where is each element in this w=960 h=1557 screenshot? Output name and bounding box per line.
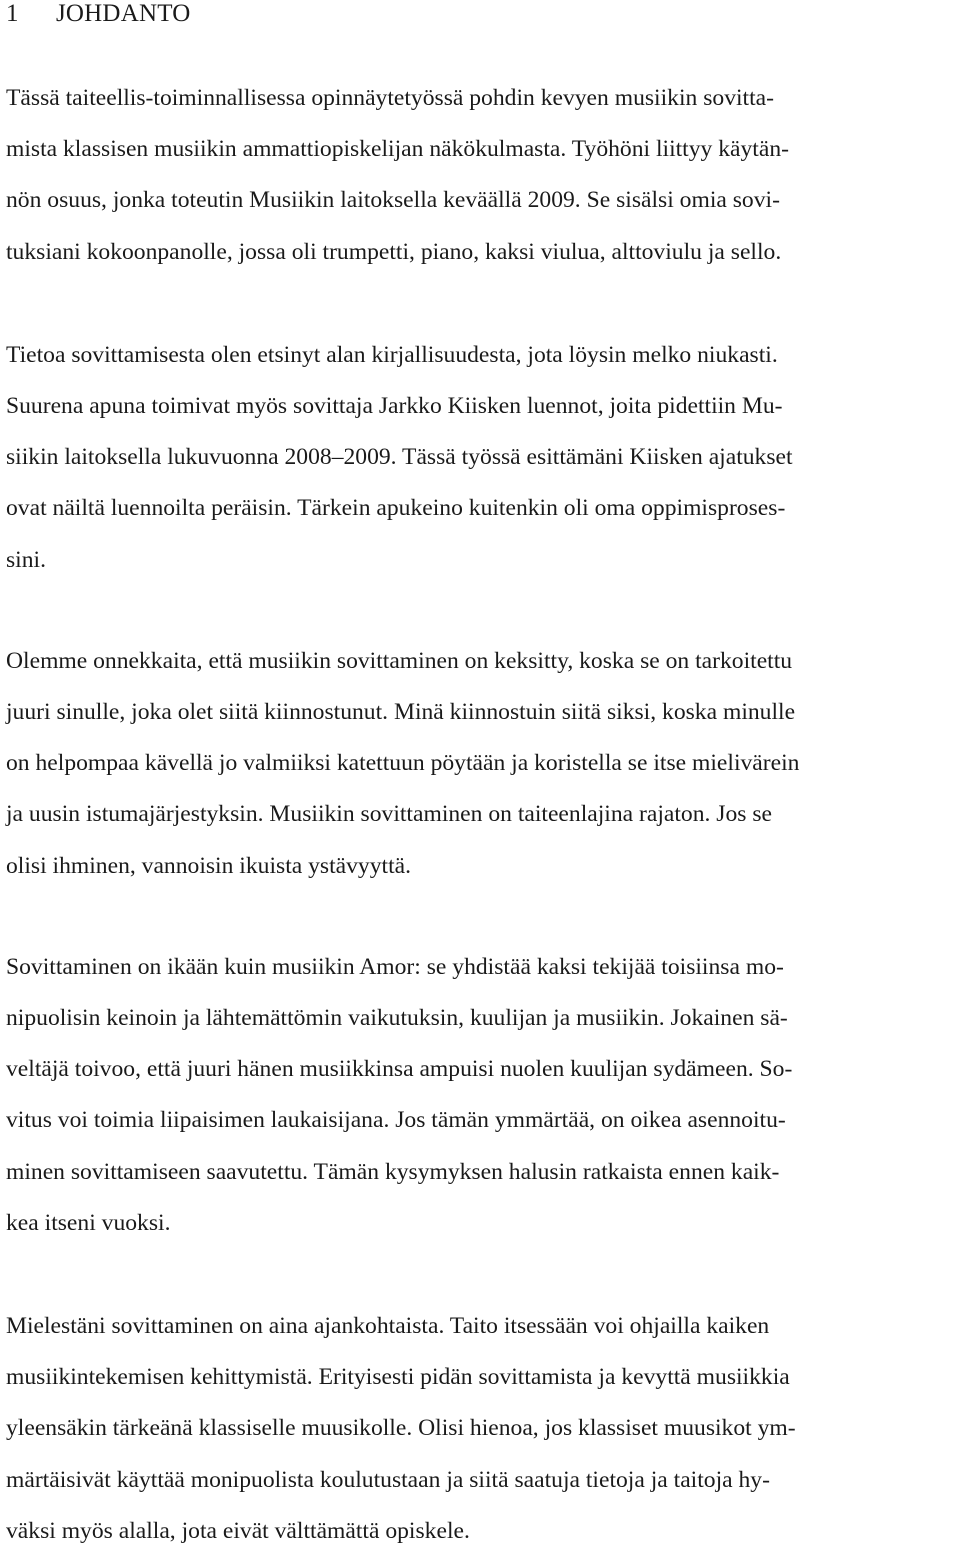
text-line: ovat näiltä luennoilta peräisin. Tärkein apukeino kuitenkin oli oma oppimisproses- [6,495,786,522]
paragraph-4 [6,942,954,1249]
text-line: kea itseni vuoksi. [6,1209,171,1236]
text-line: Suurena apuna toimivat myös sovittaja Jarkko Kiisken luennot, joita pidettiin Mu- [6,393,783,420]
text-line: väksi myös alalla, jota eivät välttämättä opiskele. [6,1517,470,1544]
text-line: tuksiani kokoonpanolle, jossa oli trumpetti, piano, kaksi viulua, alttoviulu ja sello. [6,238,782,265]
paragraph-1 [6,73,954,278]
text-line: sini. [6,546,46,573]
text-line: juuri sinulle, joka olet siitä kiinnostunut. Minä kiinnostuin siitä siksi, koska minulle [6,699,796,726]
text-line: Tietoa sovittamisesta olen etsinyt alan kirjallisuudesta, jota löysin melko niukasti. [6,341,778,368]
text-line: on helpompaa kävellä jo valmiiksi katettuun pöytään ja koristella se itse mielivärein [6,750,800,777]
text-line: mista klassisen musiikin ammattiopiskelijan näkökulmasta. Työhöni liittyy käytän- [6,136,789,163]
text-line: Tässä taiteellis-toiminnallisessa opinnäytetyössä pohdin kevyen musiikin sovitta- [6,85,774,111]
text-line: veltäjä toivoo, että juuri hänen musiikkinsa ampuisi nuolen kuulijan sydämeen. So- [6,1056,793,1083]
text-line: nön osuus, jonka toteutin Musiikin laitoksella keväällä 2009. Se sisälsi omia sovi- [6,187,780,214]
paragraph-5 [6,1301,954,1557]
text-line: olisi ihminen, vannoisin ikuista ystävyyttä. [6,852,411,879]
chapter-title: JOHDANTO [56,0,191,27]
text-line: yleensäkin tärkeänä klassiselle muusikolle. Olisi hienoa, jos klassiset muusikot ym- [6,1415,796,1442]
text-line: minen sovittamiseen saavutettu. Tämän kysymyksen halusin ratkaista ennen kaik- [6,1158,780,1185]
text-line: ja uusin istumajärjestyksin. Musiikin sovittaminen on taiteenlajina rajaton. Jos se [6,801,773,828]
paragraph-3 [6,636,954,892]
text-line: vitus voi toimia liipaisimen laukaisijana. Jos tämän ymmärtää, on oikea asennoitu- [6,1107,786,1134]
text-line: nipuolisin keinoin ja lähtemättömin vaikutuksin, kuulijan ja musiikin. Jokainen sä- [6,1005,788,1032]
paragraph-2 [6,330,954,586]
text-line: Sovittaminen on ikään kuin musiikin Amor: se yhdistää kaksi tekijää toisiinsa mo- [6,953,784,980]
text-line: siikin laitoksella lukuvuonna 2008–2009. Tässä työssä esittämäni Kiisken ajatukset [6,444,793,471]
text-line: Olemme onnekkaita, että musiikin sovittaminen on keksitty, koska se on tarkoitettu [6,647,793,674]
text-line: märtäisivät käyttää monipuolista koulutustaan ja siitä saatuja tietoja ja taitoja hy- [6,1466,770,1493]
text-line: Mielestäni sovittaminen on aina ajankohtaista. Taito itsessään voi ohjailla kaiken [6,1313,770,1340]
text-line: musiikintekemisen kehittymistä. Erityisesti pidän sovittamista ja kevyttä musiikkia [6,1364,790,1391]
chapter-heading [6,0,954,28]
chapter-number: 1 [6,0,19,27]
